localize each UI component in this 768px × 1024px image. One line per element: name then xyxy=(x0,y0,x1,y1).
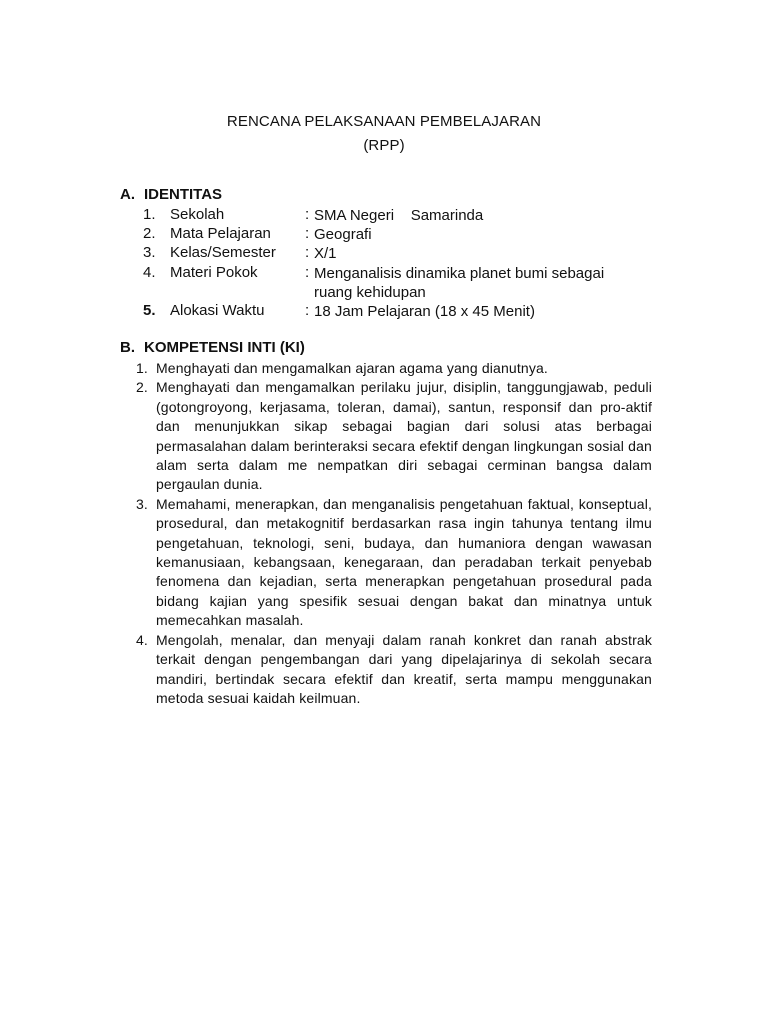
identity-row-sekolah xyxy=(0,206,768,226)
identity-row-label: Alokasi Waktu xyxy=(170,302,265,319)
list-item xyxy=(136,631,652,709)
section-a-letter: A. xyxy=(120,186,135,203)
document-subtitle: (RPP) xyxy=(363,137,405,154)
list-item-text: Memahami, menerapkan, dan menganalisis pengetahuan faktual, konseptual, prosedural, dan metakognitif berdasarkan rasa ingin tahunya tentang ilmu pengetahuan, teknologi, seni, budaya, dan humaniora dengan wawasan kemanusiaan, kebangsaan, kenegaraan, dan peradaban terkait penyebab fenomena dan kejadian, serta menerapkan pengetahuan prosedural pada bidang kajian yang spesifik sesuai dengan bakat dan minatnya untuk memecahkan masalah. xyxy=(156,495,652,629)
identity-row-value: SMA Negeri Samarinda xyxy=(314,207,484,224)
identity-row-colon: : xyxy=(305,225,310,242)
identity-row-label: Materi Pokok xyxy=(170,264,258,281)
list-item-number: 3. xyxy=(136,495,148,512)
list-item-text: Menghayati dan mengamalkan ajaran agama yang dianutnya. xyxy=(156,360,548,376)
identity-row-value: X/1 xyxy=(314,245,337,262)
identity-row-colon: : xyxy=(305,264,310,281)
identity-row-number: 4. xyxy=(143,264,156,281)
list-item xyxy=(136,378,652,494)
identity-row-alokasi-waktu xyxy=(0,302,768,322)
list-item xyxy=(136,359,652,378)
identity-row-materi-pokok xyxy=(0,264,768,304)
list-item-number: 4. xyxy=(136,631,148,648)
document-title: RENCANA PELAKSANAAN PEMBELAJARAN xyxy=(226,113,542,130)
identity-row-number: 2. xyxy=(143,225,156,242)
list-item-text: Mengolah, menalar, dan menyaji dalam ranah konkret dan ranah abstrak terkait dengan pengembangan dari yang dipelajarinya di sekolah secara mandiri, bertindak secara efektif dan kreatif, serta mampu menggunakan metoda sesuai kaidah keilmuan. xyxy=(156,631,652,706)
list-item-number: 1. xyxy=(136,360,148,376)
kompetensi-inti-list xyxy=(136,359,652,708)
identity-row-mata-pelajaran xyxy=(0,225,768,245)
identity-row-number: 5. xyxy=(143,302,156,319)
identity-row-label: Kelas/Semester xyxy=(170,244,276,261)
identity-row-value: Menganalisis dinamika planet bumi sebagai ruang kehidupan xyxy=(314,265,605,301)
identity-row-label: Mata Pelajaran xyxy=(170,225,271,242)
identity-row-number: 3. xyxy=(143,244,156,261)
identity-row-value: Geografi xyxy=(314,226,372,243)
identity-row-colon: : xyxy=(305,302,310,319)
identity-row-colon: : xyxy=(305,206,310,223)
section-b-title: KOMPETENSI INTI (KI) xyxy=(144,339,305,356)
identity-row-colon: : xyxy=(305,244,310,261)
identity-row-value: 18 Jam Pelajaran (18 x 45 Menit) xyxy=(314,303,535,320)
list-item-number: 2. xyxy=(136,379,148,396)
identity-row-label: Sekolah xyxy=(170,206,225,223)
section-a-title: IDENTITAS xyxy=(144,186,223,203)
identity-row-number: 1. xyxy=(143,206,156,223)
list-item xyxy=(136,495,652,631)
list-item-text: Menghayati dan mengamalkan perilaku jujur, disiplin, tanggungjawab, peduli (gotongroyong, kerjasama, toleran, damai), santun, responsif dan pro-aktif dan menunjukkan sikap sebagai bagian dari solusi atas berbagai permasalahan dalam berinteraksi secara efektif dengan lingkungan sosial dan alam serta dalam me nempatkan diri sebagai cerminan bangsa dalam pergaulan dunia. xyxy=(156,379,652,493)
section-a-heading xyxy=(120,186,222,203)
identity-row-kelas-semester xyxy=(0,244,768,264)
section-b-letter: B. xyxy=(120,339,135,356)
section-b-heading xyxy=(120,339,305,356)
